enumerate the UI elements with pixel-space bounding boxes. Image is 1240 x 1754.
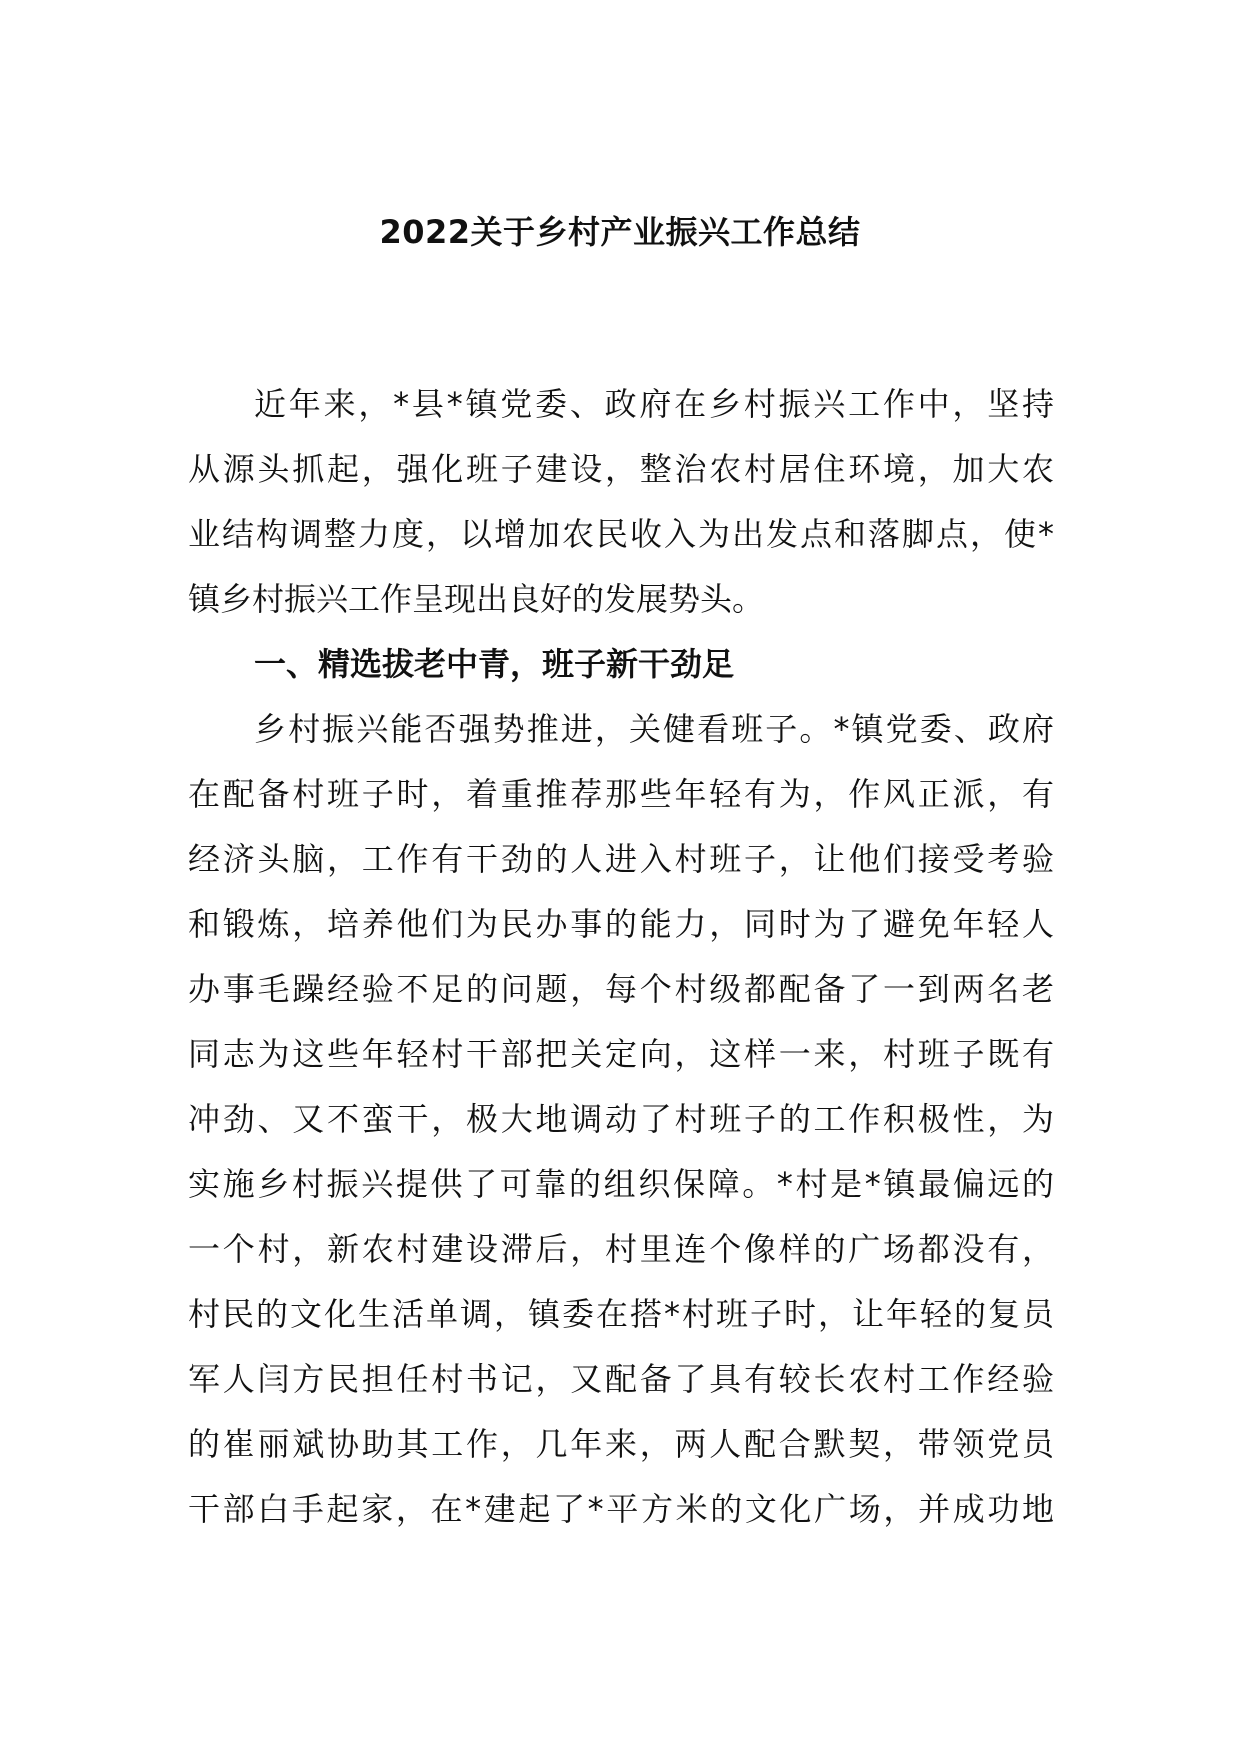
- paragraph-section1-line: 办事毛躁经验不足的问题，每个村级都配备了一到两名老: [188, 970, 1054, 1008]
- paragraph-section1-line: 和锻炼，培养他们为民办事的能力，同时为了避免年轻人: [188, 905, 1054, 943]
- paragraph-section1-line: 村民的文化生活单调，镇委在搭*村班子时，让年轻的复员: [188, 1295, 1054, 1333]
- paragraph-intro-line: 镇乡村振兴工作呈现出良好的发展势头。: [188, 580, 765, 618]
- paragraph-section1-line: 同志为这些年轻村干部把关定向，这样一来，村班子既有: [188, 1035, 1054, 1073]
- paragraph-section1-line: 在配备村班子时，着重推荐那些年轻有为，作风正派，有: [188, 775, 1054, 813]
- paragraph-intro-line: 近年来，*县*镇党委、政府在乡村振兴工作中，坚持: [254, 385, 1054, 423]
- paragraph-section1-line: 军人闫方民担任村书记，又配备了具有较长农村工作经验: [188, 1360, 1054, 1398]
- paragraph-intro-line: 业结构调整力度，以增加农民收入为出发点和落脚点，使*: [188, 515, 1054, 553]
- paragraph-section1-line: 干部白手起家，在*建起了*平方米的文化广场，并成功地: [188, 1490, 1054, 1528]
- paragraph-section1-line: 实施乡村振兴提供了可靠的组织保障。*村是*镇最偏远的: [188, 1165, 1054, 1203]
- section-heading: 一、精选拔老中青，班子新干劲足: [254, 645, 735, 683]
- paragraph-intro-line: 从源头抓起，强化班子建设，整治农村居住环境，加大农: [188, 450, 1054, 488]
- document-body: [188, 372, 1054, 1542]
- paragraph-section1-line: 经济头脑，工作有干劲的人进入村班子，让他们接受考验: [188, 840, 1054, 878]
- paragraph-section1-line: 一个村，新农村建设滞后，村里连个像样的广场都没有，: [188, 1230, 1054, 1268]
- paragraph-section1-line: 的崔丽斌协助其工作，几年来，两人配合默契，带领党员: [188, 1425, 1054, 1463]
- document-title: 2022关于乡村产业振兴工作总结: [379, 213, 861, 251]
- paragraph-section1-line: 冲劲、又不蛮干，极大地调动了村班子的工作积极性，为: [188, 1100, 1054, 1138]
- paragraph-section1-line: 乡村振兴能否强势推进，关健看班子。*镇党委、政府: [254, 710, 1054, 748]
